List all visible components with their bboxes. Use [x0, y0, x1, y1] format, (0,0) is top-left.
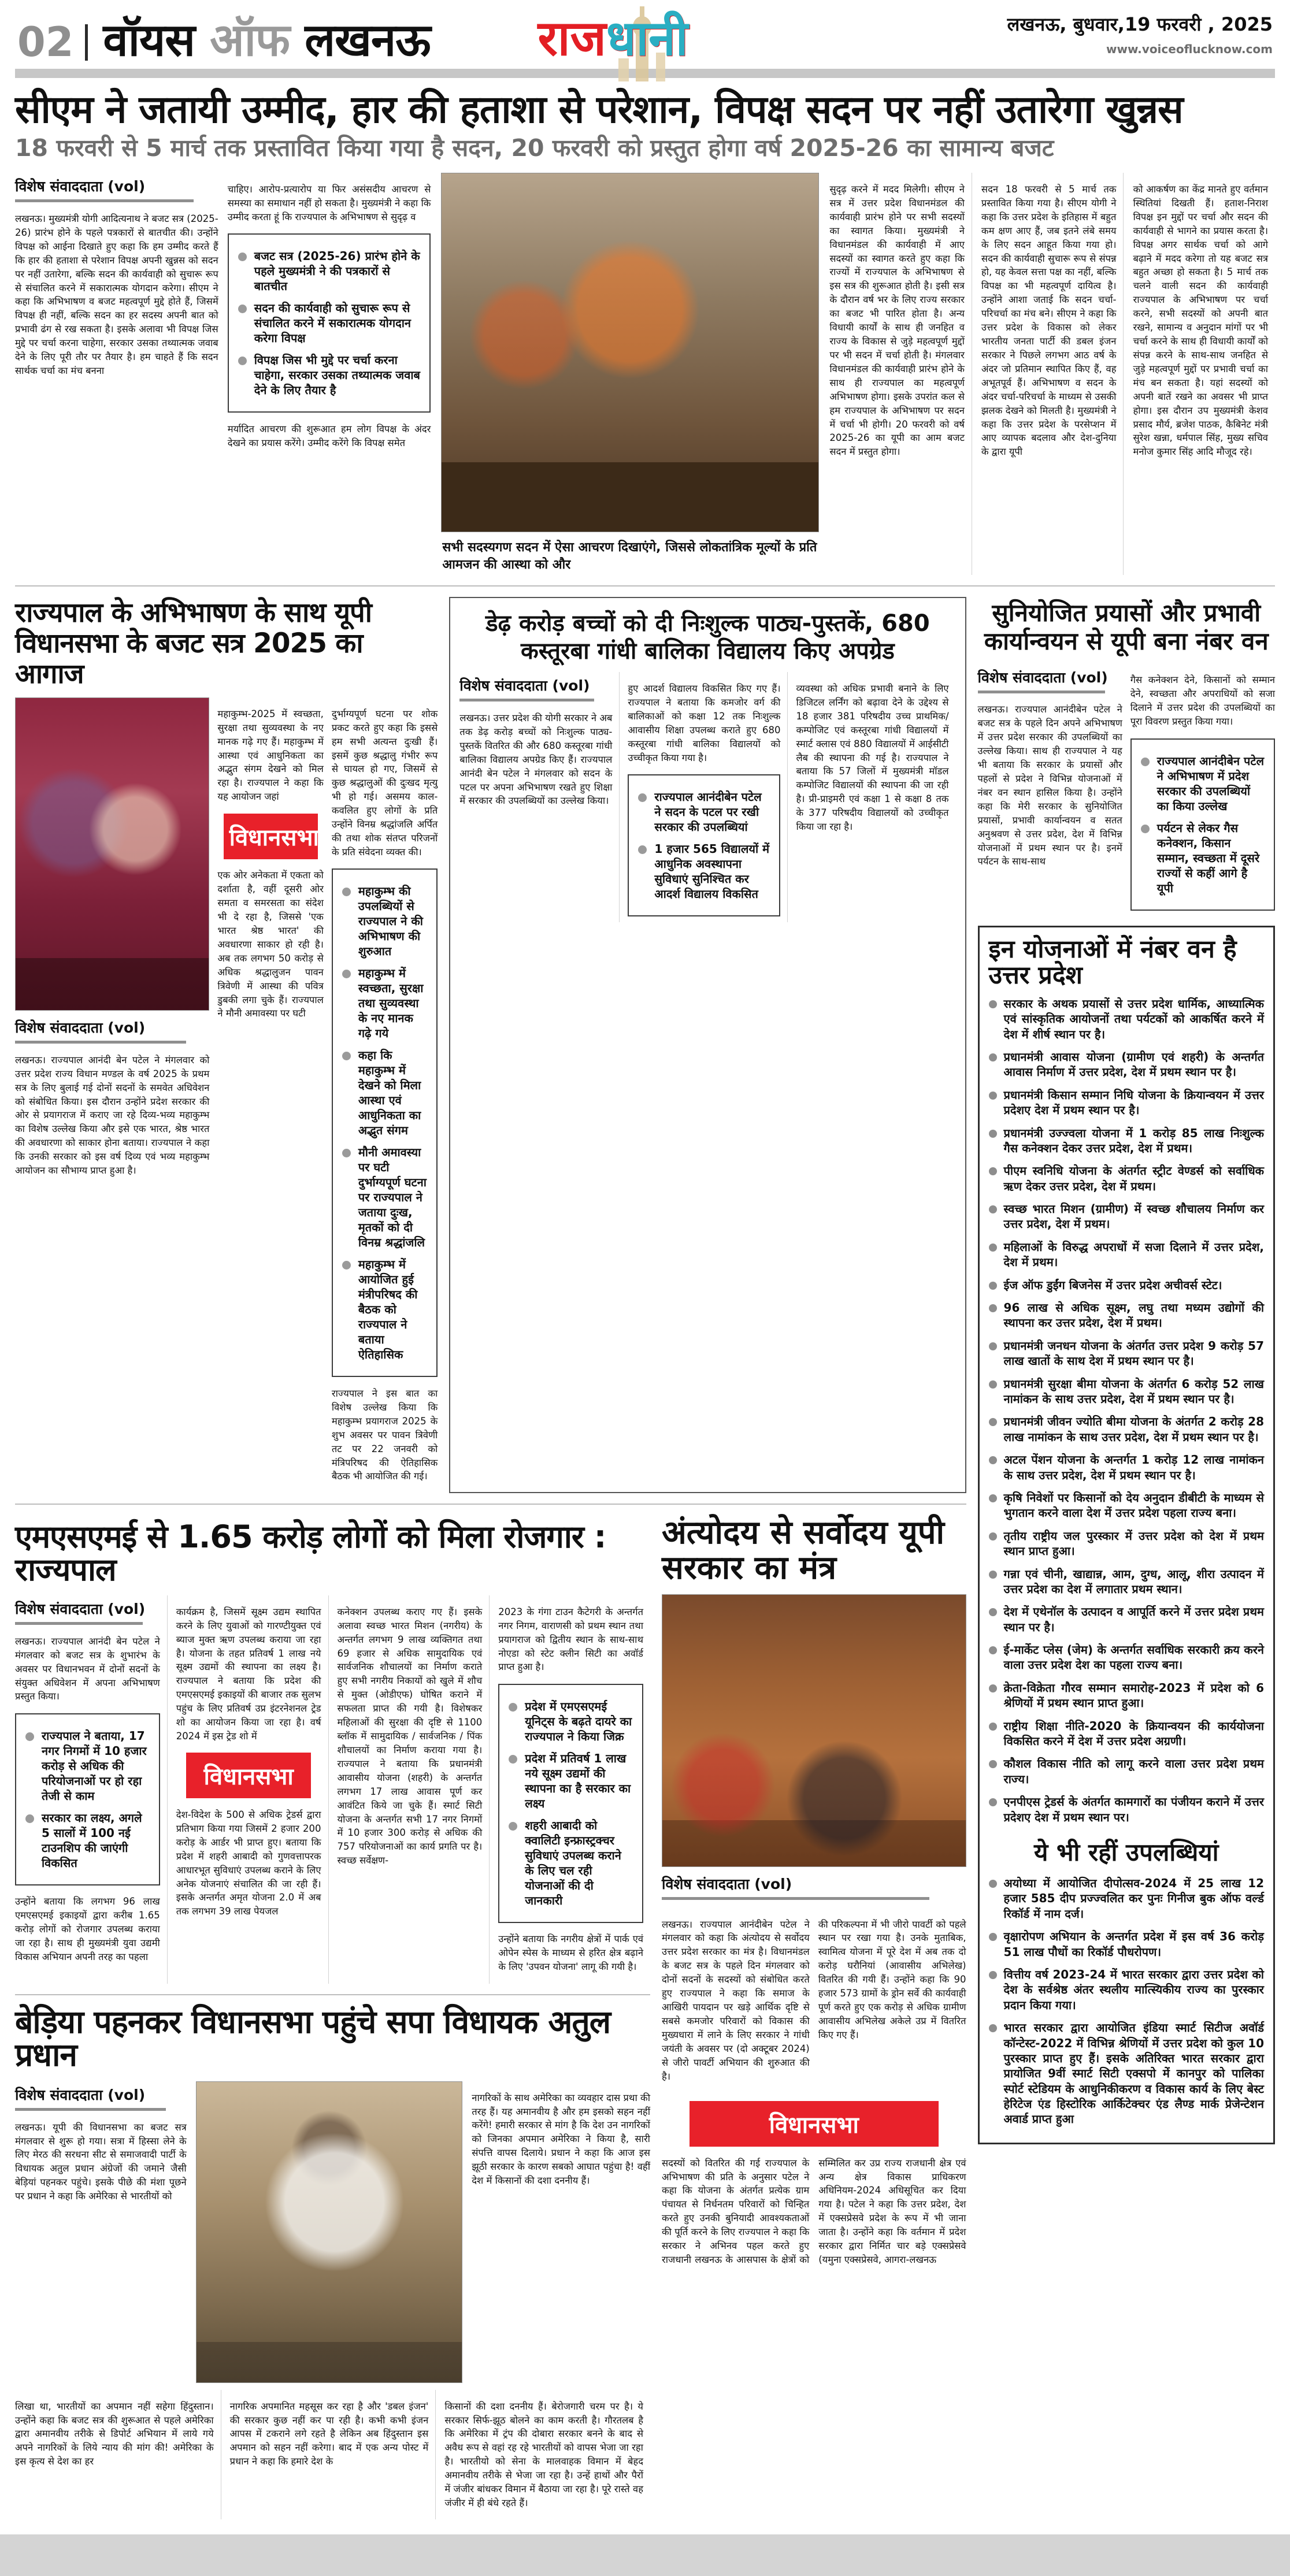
list-item: भारत सरकार द्वारा आयोजित इंडिया स्मार्ट सिटीज अवॉर्ड कॉन्टेस्ट-2022 में विभिन्न श्रेणियों में उत्तर प्रदेश को कुल 10 पुरस्कार प्राप्त हुए हैं। इसके अतिरिक्त भारत सरकार द्वारा प्रायोजित 9वीं स्मार्ट सिटी एक्सपो में कानपुर को पालिका स्पोर्ट स्टेडियम के आधुनिकीकरण व विकास कार्य के लिए बेस्ट हेरिटेज एंड हिस्टोरिक आर्किटेक्चर एंड लैण्ड मार्क प्रेजेन्टेशन अवार्ड प्राप्त हुआ [989, 2020, 1264, 2127]
list-item: सरकार का लक्ष्य, अगले 5 सालों में 100 नई टाउनशिप की जाएंगी विकसित [24, 1810, 151, 1870]
mla-story [15, 2003, 650, 2520]
list-item: महाकुम्भ की उपलब्धियों से राज्यपाल ने की अभिभाषण की शुरुआत [341, 884, 428, 959]
assembly-house-photo [662, 1594, 966, 1867]
highlight-box [628, 774, 780, 916]
article-text: महाकुम्भ-2025 में स्वच्छता, सुरक्षा तथा सुव्यवस्था के नए मानक गढ़े गए हैं। महाकुम्भ में आस्था एवं आधुनिकता का अद्भुत संगम देखने को मिल रहा है। राज्यपाल ने कहा कि यह आयोजन जहां [217, 708, 324, 803]
list-item: प्रधानमंत्री उज्ज्वला योजना में 1 करोड़ 85 लाख निःशुल्क गैस कनेक्शन देकर उत्तर प्रदेश, देश में प्रथम। [989, 1126, 1264, 1156]
governor-headline: राज्यपाल के अभिभाषण के साथ यूपी विधानसभा के बजट सत्र 2025 का आगाज [15, 597, 372, 690]
website-link[interactable]: www.voiceoflucknow.com [1106, 42, 1273, 56]
article-text: चाहिए। आरोप-प्रत्यारोप या फिर असंसदीय आचरण से समस्या का समाधान नहीं हो सकता है। मुख्यमंत्री ने कहा कि उम्मीद करता हूं कि राज्यपाल के अभिभाषण से सुदृढ़ व [227, 183, 431, 222]
highlight-box [1130, 738, 1275, 911]
assembly-tag: विधानसभा [224, 814, 318, 859]
list-item: कृषि निवेशों पर किसानों को देय अनुदान डीबीटी के माध्यम से भुगतान करने वाला देश में उत्तर प्रदेश पहला राज्य बना। [989, 1490, 1264, 1521]
article-text: कार्यक्रम है, जिसमें सूक्ष्म उद्यम स्थापित करने के लिए युवाओं को गारण्टीयुक्त एवं ब्याज मुक्त ऋण उपलब्ध कराया जा रहा है। योजना के तहत प्रतिवर्ष 1 लाख नये सूक्ष्म उद्यमों की स्थापना का लक्ष्य है। राज्यपाल ने बताया कि प्रदेश की एमएसएमई इकाइयों की बाजार तक सुलभ पहुंच के लिए प्रतिवर्ष उप्र इंटरनेशनल ट्रेड शो का आयोजन किया जा रहा है। वर्ष 2024 में इस ट्रेड शो में [176, 1606, 321, 1742]
article-text: नागरिकों के साथ अमेरिका का व्यवहार दास प्रथा की तरह हैं। यह अमानवीय है और हम इसको सहन नहीं करेंगे! हमारी सरकार से मांग है कि देश उन नागरिकों को जिनका अपमान अमेरिका ने किया है, सारी संपत्ति वापस दिलाये। प्रधान ने कहा कि आज इस झूठी सरकार के कारण सबको आघात पहुंचा है! वहीं देश में किसानों की दशा दननीय हैं। [472, 2092, 650, 2187]
article-text: लखनऊ। राज्यपाल आनंदी बेन पटेल ने मंगलवार को बजट सत्र के शुभारंभ के अवसर पर विधानभवन में दोनों सदनों के संयुक्त अधिवेशन में अपना अभिभाषण प्रस्तुत किया। [15, 1635, 160, 1702]
mla-headline: बेड़िया पहनकर विधानसभा पहुंचे सपा विधायक अतुल प्रधान [15, 2003, 611, 2074]
governor-photo [15, 697, 209, 1011]
list-item: पीएम स्वनिधि योजना के अंतर्गत स्ट्रीट वेण्डर्स को सर्वाधिक ऋण देकर उत्तर प्रदेश, देश में प्रथम। [989, 1163, 1264, 1194]
list-item: विपक्ष जिस भी मुद्दे पर चर्चा करना चाहेगा, सरकार उसका तथ्यात्मक जवाब देने के लिए तैयार है [237, 352, 422, 398]
article-text: व्यवस्था को अधिक प्रभावी बनाने के लिए डिजिटल लर्निंग को बढ़ावा देने के उद्देश्य से 18 हजार 381 परिषदीय उच्च प्राथमिक/कम्पोजिट एवं कस्तूरबा गांधी विद्यालयों में स्मार्ट क्लास एवं 880 विद्यालयों में आईसीटी लैब की स्थापना की गई है। राज्यपाल ने बताया कि 57 जिलों में मुख्यमंत्री मॉडल कम्पोजिट विद्यालयों की स्थापना की जा रही है। प्री-प्राइमरी एवं कक्षा 1 से कक्षा 8 तक के 377 परिषदीय विद्यालयों को उच्चीकृत किया जा रहा है। [796, 682, 949, 833]
list-item: क्रेता-विक्रेता गौरव सम्मान समारोह-2023 में प्रदेश को 6 श्रेणियों में प्रथम स्थान प्राप्त हुआ। [989, 1680, 1264, 1711]
list-item: प्रदेश में एमएसएमई यूनिट्स के बढ़ते दायरे का राज्यपाल ने किया जिक्र [507, 1699, 634, 1744]
mla-protest-photo [196, 2081, 463, 2383]
byline: विशेष संवाददाता (vol) [15, 1601, 146, 1618]
lead-subheadline: 18 फरवरी से 5 मार्च तक प्रस्तावित किया गया है सदन, 20 फरवरी को प्रस्तुत होगा वर्ष 2025-26 का सामान्य बजट [15, 134, 1054, 162]
list-item: प्रदेश में प्रतिवर्ष 1 लाख नये सूक्ष्म उद्यमों की स्थापना का है सरकार का लक्ष्य [507, 1751, 634, 1811]
list-item: तृतीय राष्ट्रीय जल पुरस्कार में उत्तर प्रदेश को देश में प्रथम स्थान प्राप्त हुआ। [989, 1528, 1264, 1559]
article-text: एक ओर अनेकता में एकता को दर्शाता है, वहीं दूसरी ओर समता व समरसता का संदेश भी दे रहा है, जिससे 'एक भारत श्रेष्ठ भारत' की अवधारणा साकार हो रही है। अब तक लगभग 50 करोड़ से अधिक श्रद्धालुजन पावन त्रिवेणी में आस्था की पवित्र डुबकी लगा चुके हैं। राज्यपाल ने मौनी अमावस्या पर घटी [217, 870, 324, 1019]
cm-press-photo [441, 173, 819, 532]
list-item: स्वच्छ भारत मिशन (ग्रामीण) में स्वच्छ शौचालय निर्माण कर उत्तर प्रदेश, देश में प्रथम। [989, 1201, 1264, 1232]
lead-headline: सीएम ने जतायी उम्मीद, हार की हताशा से परेशान, विपक्ष सदन पर नहीं उतारेगा खुन्नस [15, 87, 1183, 132]
dateline: लखनऊ, बुधवार,19 फरवरी , 2025 [1007, 13, 1273, 35]
section-divider [15, 1504, 966, 1505]
list-item: प्रधानमंत्री सुरक्षा बीमा योजना के अंतर्गत 6 करोड़ 52 लाख नामांकन के साथ उत्तर प्रदेश, देश में प्रथम स्थान पर है। [989, 1376, 1264, 1407]
article-text: लिखा था, भारतीयों का अपमान नहीं सहेगा हिंदुस्तान। उन्होंने कहा कि बजट सत्र की शुरूआत से पहले अमेरिका द्वारा अमानवीय तरीके से डिपोर्ट अभियान में लाये गये अपने नागरिकों के लिये न्याय की मांग की! अमेरिका के इस कृत्य से देश का हर [15, 2400, 214, 2467]
photo-caption: सभी सदस्यगण सदन में ऐसा आचरण दिखाएंगे, जिससे लोकतांत्रिक मूल्यों के प्रति आमजन की आस्था को और [442, 540, 817, 573]
education-headline: डेढ़ करोड़ बच्चों को दी निःशुल्क पाठ्य-पुस्तकें, 680 कस्तूरबा गांधी बालिका विद्यालय किए अपग्रेड [485, 610, 930, 665]
list-item: मौनी अमावस्या पर घटी दुर्भाग्यपूर्ण घटना पर राज्यपाल ने जताया दुःख, मृतकों को दी विनम्र श्रद्धांजलि [341, 1145, 428, 1250]
byline: विशेष संवाददाता (vol) [661, 1876, 792, 1893]
list-item: शहरी आबादी को क्वालिटी इन्फ्रास्ट्रक्चर सुविधाएं उपलब्ध कराने के लिए चल रही योजनाओं की दी जानकारी [507, 1818, 634, 1908]
list-item: राज्यपाल आनंदीबेन पटेल ने सदन के पटल पर रखी सरकार की उपलब्धियां [637, 789, 771, 834]
byline-rule [15, 1622, 143, 1625]
more-achievements-title: ये भी रहीं उपलब्धियां [1034, 1838, 1219, 1866]
article-text: कनेक्शन उपलब्ध कराए गए हैं। इसके अलावा स्वच्छ भारत मिशन (नगरीय) के अन्तर्गत लगभग 9 लाख व्यक्तिगत तथा 69 हजार से अधिक सामुदायिक एवं सार्वजनिक शौचालयों का निर्माण कराते हुए सभी नगरीय निकायों को खुले में शौच से मुक्त (ओडीएफ) घोषित कराने में सफलता प्राप्त की गयी है। विशेषकर महिलाओं की सुरक्षा की दृष्टि से 1100 ब्लॉक में सामुदायिक / सार्वजनिक / पिंक शौचालयों का निर्माण कराया गया है। राज्यपाल ने बताया कि प्रधानमंत्री आवासीय योजना (शहरी) के अन्तर्गत लगभग 17 लाख आवास पूर्ण कर आवंटित किये जा चुके हैं। स्मार्ट सिटी योजना के अन्तर्गत सभी 17 नगर निगमों में 10 हजार 300 करोड़ से अधिक की 757 परियोजनाओं का कार्य प्रगति पर है। स्वच्छ सर्वेक्षण- [337, 1606, 483, 1866]
numberone-headline: सुनियोजित प्रयासों और प्रभावी कार्यान्वयन से यूपी बना नंबर वन [984, 599, 1269, 656]
achievements-list [989, 996, 1264, 1825]
article-text: उन्होंने बताया कि लगभग 96 लाख एमएसएमई इकाइयों द्वारा करीब 1.65 करोड़ लोगों को रोजगार उपलब्ध कराया जा रहा है। साथ ही मुख्यमंत्री युवा उद्यमी विकास अभियान अपनी तरह का पहला [15, 1896, 160, 1963]
article-text: राज्यपाल ने इस बात का विशेष उल्लेख किया कि महाकुम्भ प्रयागराज 2025 के शुभ अवसर पर पावन त्रिवेणी तट पर 22 जनवरी को मंत्रिपरिषद की ऐतिहासिक बैठक भी आयोजित की गई। [331, 1387, 438, 1482]
article-text: लखनऊ। राज्यपाल आनंदी बेन पटेल ने मंगलवार को उत्तर प्रदेश राज्य विधान मण्डल के वर्ष 2025 के प्रथम सत्र के लिए बुलाई गई दोनों सदनों के समवेत अधिवेशन को संबोधित किया। इस दौरान उन्होंने प्रदेश सरकार की ओर से प्रयागराज में कराए जा रहे दिव्य-भव्य महाकुम्भ का विशेष उल्लेख किया और इसे एक भारत, श्रेष्ठ भारत की अवधारणा को साकार होना बताया। राज्यपाल ने कहा कि उनकी सरकार को इस वर्ष दिव्य एवं भव्य महाकुम्भ आयोजन का सौभाग्य प्राप्त हुआ है। [15, 1054, 210, 1176]
antyoday-story [662, 1515, 966, 2520]
msme-headline: एमएसएमई से 1.65 करोड़ लोगों को मिला रोजगार : राज्यपाल [15, 1518, 606, 1588]
logo-text-part: राज [538, 10, 606, 67]
education-story [449, 597, 966, 1493]
antyoday-headline: अंत्योदय से सर्वोदय यूपी सरकार का मंत्र [661, 1513, 945, 1587]
list-item: राज्यपाल आनंदीबेन पटेल ने अभिभाषण में प्रदेश सरकार की उपलब्धियों का किया उल्लेख [1140, 754, 1266, 814]
paper-title-part: ऑफ [210, 14, 290, 66]
achievements-box [978, 926, 1275, 2144]
article-text: लखनऊ। यूपी की विधानसभा का बजट सत्र मंगलवार से शुरू हो गया। सत्रा में हिस्सा लेने के लिए मेरठ की सरधना सीट से समाजवादी पार्टी के विधायक अतुल प्रधान अंग्रेजों की जमाने जैसी बेड़ियां पहनकर पहुंचे। इसके पीछे की मंशा पूछने पर प्रधान ने कहा कि अमेरिका से भारतीयों को [15, 2121, 187, 2202]
list-item: 1 हजार 565 विद्यालयों में आधुनिक अवस्थापना सुविधाएं सुनिश्चित कर आदर्श विद्यालय विकसित [637, 841, 771, 901]
list-item: कौशल विकास नीति को लागू करने वाला उत्तर प्रदेश प्रथम राज्य। [989, 1756, 1264, 1787]
governor-story [15, 597, 438, 1493]
paper-title-part: लखनऊ [305, 14, 431, 66]
list-item: राज्यपाल ने बताया, 17 नगर निगमों में 10 हजार करोड़ से अधिक की परियोजनाओं पर हो रहा तेजी से काम [24, 1728, 151, 1803]
masthead [15, 8, 1275, 66]
article-text: गैस कनेक्शन देने, किसानों को सम्मान देने, स्वच्छता और अपराधियों को सजा दिलाने में उत्तर प्रदेश की उपलब्धियों का पूरा विवरण प्रस्तुत किया गया। [1130, 674, 1275, 727]
list-item: बजट सत्र (2025-26) प्रारंभ होने के पहले मुख्यमंत्री ने की पत्रकारों से बातचीत [237, 248, 422, 294]
article-text: सुदृढ़ करने में मदद मिलेगी। सीएम ने सत्र में उत्तर प्रदेश विधानमंडल की कार्यवाही प्रारंभ होने पर सभी सदस्यों का स्वागत किया। मुख्यमंत्री ने विधानमंडल की कार्यवाही में आए सदस्यों का स्वागत करते हुए कहा कि राज्यों में राज्यपाल के अभिभाषण से इस सत्र की शुरूआत होती है। इसी सत्र के दौरान वर्ष भर के लिए राज्य सरकार का बजट भी पारित होता है। अन्य विधायी कार्यों के साथ ही जनहित व राज्य के विकास से जुड़े महत्वपूर्ण मुद्दों पर भी सदन में चर्चा होती है। मंगलवार विधानमंडल की कार्यवाही प्रारंभ होने के साथ ही राज्यपाल का महत्वपूर्ण अभिभाषण होगा। इसके उपरांत कल से हम राज्यपाल के अभिभाषण पर सदन में चर्चा भी होगी। 20 फरवरी को वर्ष 2025-26 का यूपी का आम बजट सदन में प्रस्तुत होगा। [829, 183, 965, 458]
highlight-box [15, 1713, 160, 1885]
lead-story [15, 87, 1275, 575]
byline: विशेष संवाददाता (vol) [15, 178, 146, 195]
byline-rule [662, 1897, 929, 1900]
article-text: की परिकल्पना में भी जीरो पावर्टी को पहले स्थान पर रखा गया है। उनके मुताबिक, स्वामित्व योजना में पूरे देश में अब तक दो करोड़ घरौनियां (आवासीय अभिलेख) वितरित की गयी हैं। उन्होंने कहा कि 90 हजार 573 ग्रामों के ड्रोन सर्वे की कार्यवाही पूर्ण करते हुए एक करोड़ से अधिक ग्रामीण आवासीय अभिलेख अकेले उप्र में वितरित किए गए हैं। [818, 1918, 966, 2040]
list-item: सदन की कार्यवाही को सुचारू रूप से संचालित करने में सकारात्मक योगदान करेगा विपक्ष [237, 300, 422, 346]
byline-rule [15, 1041, 186, 1044]
byline: विशेष संवाददाता (vol) [459, 677, 590, 695]
list-item: 96 लाख से अधिक सूक्ष्म, लघु तथा मध्यम उद्योगों की स्थापना कर उत्तर प्रदेश, देश में प्रथम। [989, 1300, 1264, 1331]
list-item: प्रधानमंत्री जीवन ज्योति बीमा योजना के अंतर्गत 2 करोड़ 28 लाख नामांकन के साथ उत्तर प्रदेश, देश में प्रथम स्थान पर है। [989, 1414, 1264, 1445]
list-item: ईज ऑफ डुईंग बिजनेस में उत्तर प्रदेश अचीवर्स स्टेट। [989, 1278, 1264, 1293]
list-item: वृक्षारोपण अभियान के अन्तर्गत प्रदेश में इस वर्ष 36 करोड़ 51 लाख पौधों का रिकॉर्ड पौधरोपण। [989, 1929, 1264, 1959]
byline: विशेष संवाददाता (vol) [15, 1019, 146, 1037]
article-text: दुर्भाग्यपूर्ण घटना पर शोक प्रकट करते हुए कहा कि इससे हम सभी अत्यन्त दुःखी हैं। इसमें कुछ श्रद्धालु गंभीर रूप से घायल हो गए, जिसमें से कुछ श्रद्धालुओं की दुःखद मृत्यु भी हो गई। असमय काल-कवलित हुए लोगों के प्रति उन्होंने विनम्र श्रद्धांजलि अर्पित की तथा शोक संतप्त परिजनों के प्रति संवेदना व्यक्त की। [331, 708, 438, 858]
list-item: राष्ट्रीय शिक्षा नीति-2020 के क्रियान्वयन की कार्ययोजना विकसित करने में देश में उत्तर प्रदेश अग्रणी। [989, 1718, 1264, 1749]
assembly-tag: विधानसभा [690, 2101, 939, 2147]
more-achievements-list [989, 1876, 1264, 2127]
article-text: लखनऊ। मुख्यमंत्री योगी आदित्यनाथ ने बजट सत्र (2025-26) प्रारंभ होने के पहले पत्रकारों से बातचीत की। उन्होंने विपक्ष को आईना दिखाते हुए कहा कि हम उम्मीद करते हैं कि हार की हताशा से परेशान विपक्ष अपनी खुन्नस को सदन पर नहीं उतारेगा, बल्कि सदन की कार्यवाही को सुचारू रूप से संचालित करने में सकारात्मक योगदान करेगा। सीएम ने कहा कि अभिभाषण व बजट महत्वपूर्ण मुद्दे होते हैं, जिसमें विपक्ष ही नहीं, बल्कि सदन का हर सदस्य अपनी बात को प्रभावी ढंग से रख सकता है। इसके अलावा भी विपक्ष जिस मुद्दे पर चर्चा करना चाहेगा, सरकार उसका तथ्यात्मक जवाब देने के लिए पूरी तौर पर तैयार है। हम चाहते हैं कि सदन सार्थक चर्चा का मंच बनना [15, 213, 218, 377]
list-item: गन्ना एवं चीनी, खाद्यान्न, आम, दुग्ध, आलू, शीरा उत्पादन में उत्तर प्रदेश का देश में लगातार प्रथम स्थान। [989, 1567, 1264, 1597]
list-item: अयोध्या में आयोजित दीपोत्सव-2024 में 25 लाख 12 हजार 585 दीप प्रज्ज्वलित कर पुनः गिनीज बुक ऑफ वर्ल्ड रिकॉर्ड में नाम दर्ज। [989, 1876, 1264, 1921]
paper-title-part: वॉयस [103, 14, 195, 66]
section-divider [15, 585, 1275, 587]
page-number: 02 [17, 24, 88, 61]
list-item: ई-मार्केट प्लेस (जेम) के अन्तर्गत सर्वाधिक सरकारी क्रय करने वाला उत्तर प्रदेश देश का पहला राज्य बना। [989, 1642, 1264, 1673]
highlight-box [228, 233, 431, 413]
article-text: को आकर्षण का केंद्र मानते हुए वर्तमान स्थितियां दिखती हैं। हताश-निराश विपक्ष इन मुद्दों पर चर्चा और सदन की कार्यवाही से भागने का प्रयास करता है। विपक्ष अगर सार्थक चर्चा को आगे बढ़ाने में मदद करेगा तो यह बजट सत्र बहुत अच्छा हो सकता है। 5 मार्च तक चलने वाली सदन की कार्यवाही राज्यपाल के अभिभाषण पर चर्चा करने, सभी सदस्यों को अपनी बात रखने, सामान्य व अनुदान मांगों पर भी चर्चा करने के साथ ही विधायी कार्यों को संपन्न करने के साथ-साथ जनहित से जुड़े महत्वपूर्ण मुद्दों पर प्रभावी चर्चा का मंच बन सकता है। यहां सदस्यों को अपनी बातें रखने का अवसर भी प्राप्त होगा। इस दौरान उप मुख्यमंत्री केशव प्रसाद मौर्य, ब्रजेश पाठक, कैबिनेट मंत्री सुरेश खन्ना, धर्मपाल सिंह, मुख्य सचिव मनोज कुमार सिंह आदि मौजूद रहे। [1133, 183, 1268, 458]
list-item: सरकार के अथक प्रयासों से उत्तर प्रदेश धार्मिक, आध्यात्मिक एवं सांस्कृतिक आयोजनों तथा पर्यटकों को आकर्षित करने में देश में शीर्ष स्थान पर है। [989, 996, 1264, 1042]
byline-rule [978, 691, 1105, 693]
byline-rule [459, 699, 594, 701]
article-text: सदन 18 फरवरी से 5 मार्च तक प्रस्तावित किया गया है। सीएम योगी ने कहा कि उत्तर प्रदेश के इतिहास में बहुत कम क्षण आए हैं, जब इतने लंबे समय के लिए सदन आहूत किया गया हो। सदन की कार्यवाही सुचारू रूप से संपन्न हो, यह केवल सत्ता पक्ष का नहीं, बल्कि विपक्ष का भी महत्वपूर्ण दायित्व है। उन्होंने आशा जताई कि सदन चर्चा-परिचर्चा का मंच बने। सीएम ने कहा कि उत्तर प्रदेश के विकास को लेकर भारतीय जनता पार्टी की डबल इंजन सरकार ने पिछले लगभग आठ वर्ष के अंदर जो प्रतिमान स्थापित किए हैं, वह अभूतपूर्व हैं। अभिभाषण व सदन के अंदर चर्चा-परिचर्चा के माध्यम से उसकी झलक देखने को मिलती है। मुख्यमंत्री ने कहा कि उत्तर प्रदेश के परसेप्शन में आए व्यापक बदलाव और देश-दुनिया के द्वारा यूपी [981, 183, 1117, 458]
article-text: 2023 के गंगा टाउन कैटेगरी के अन्तर्गत नगर निगम, वाराणसी को प्रथम स्थान तथा प्रयागराज को द्वितीय स्थान के साथ-साथ नोएडा को स्टेट क्लीन सिटी का अवॉर्ड प्राप्त हुआ है। [498, 1606, 643, 1673]
section-divider [15, 1994, 650, 1995]
msme-story [15, 1518, 650, 1984]
list-item: महिलाओं के विरुद्ध अपराधों में सजा दिलाने में उत्तर प्रदेश, देश में प्रथम। [989, 1239, 1264, 1270]
lead-photo [441, 173, 819, 575]
list-item: प्रधानमंत्री किसान सम्मान निधि योजना के क्रियान्वयन में उत्तर प्रदेशए देश में प्रथम स्थान पर है। [989, 1087, 1264, 1118]
list-item: कहा कि महाकुम्भ में देखने को मिला आस्था एवं आधुनिकता का अद्भुत संगम [341, 1048, 428, 1138]
numberone-story [978, 599, 1275, 916]
list-item: प्रधानमंत्री जनधन योजना के अंतर्गत उत्तर प्रदेश 9 करोड़ 57 लाख खातों के साथ देश में प्रथम स्थान पर है। [989, 1338, 1264, 1369]
byline: विशेष संवाददाता (vol) [15, 2087, 146, 2104]
article-text: नागरिक अपमानित महसूस कर रहा है और 'डबल इंजन' की सरकार कुछ नहीं कर पा रही है। कभी कभी इंजन आपस में टकराने लगे रहते है लेकिन अब हिंदुस्तान इस अपमान को सहन नहीं करेगा। बाद में एक अन्य पोस्ट में प्रधान ने कहा कि हमारे देश के [229, 2400, 429, 2467]
article-text: किसानों की दशा दननीय हैं। बेरोजगारी चरम पर है। ये सरकार सिर्फ-झूठ बोलने का काम करती है। गौरतलब है कि अमेरिका में ट्रंप की दोबारा सरकार बनने के बाद से अवैध रूप से वहां रह रहे भारतीयों को वापस भेजा जा रहा है। भारतीयो को सेना के मालवाहक विमान में बेहद अमानवीय तरीके से भेजा जा रहा है। उन्हें हाथों और पैरों में जंजीर बांधकर विमान में बैठाया जा रहा है। पूरे रास्ते वह जंजीर में ही बंधे रहते हैं। [444, 2400, 643, 2509]
edition-logo [538, 10, 688, 67]
right-rail [978, 597, 1275, 2144]
list-item: अटल पेंशन योजना के अन्तर्गत 1 करोड़ 12 लाख नामांकन के साथ उत्तर प्रदेश, देश में प्रथम स्थान पर है। [989, 1452, 1264, 1483]
byline: विशेष संवाददाता (vol) [977, 669, 1108, 686]
list-item: एनपीएस ट्रेडर्स के अंतर्गत कामगारों का पंजीयन कराने में उत्तर प्रदेशए देश में प्रथम स्थान पर। [989, 1794, 1264, 1825]
article-text: लखनऊ। राज्यपाल आनंदीबेन पटेल ने मंगलवार को कहा कि अंत्योदय से सर्वोदय उत्तर प्रदेश सरकार का मंत्र है। विधानमंडल के बजट सत्र के पहले दिन मंगलवार को दोनों सदनों के सदस्यों को संबोधित करते हुए राज्यपाल ने कहा कि समाज के आखिरी पायदान पर खड़े आर्थिक दृष्टि से सबसे कमजोर परिवारों को विकास की मुख्यधारा में लाने के लिए सरकार ने गांधी जयंती के अवसर पर (दो अक्टूबर 2024) से जीरो पावर्टी अभियान की शुरुआत की है। [661, 1918, 810, 2082]
list-item: पर्यटन से लेकर गैस कनेक्शन, किसान सम्मान, स्वच्छता में दूसरे राज्यों से कहीं आगे है यूपी [1140, 821, 1266, 896]
byline-rule [15, 199, 194, 202]
logo-text-part: धानी [606, 10, 688, 67]
byline-rule [15, 2108, 166, 2111]
article-text: उन्होंने बताया कि नगरीय क्षेत्रों में पार्क एवं ओपेन स्पेस के माध्यम से हरित क्षेत्र बढ़ाने के लिए 'उपवन योजना' लागू की गयी है। [498, 1933, 643, 1973]
achievements-title: इन योजनाओं में नंबर वन है उत्तर प्रदेश [988, 934, 1237, 990]
article-text: लखनऊ। राज्यपाल आनंदीबेन पटेल ने बजट सत्र के पहले दिन अपने अभिभाषण में उत्तर प्रदेश सरकार की उपलब्धियों का उल्लेख किया। साथ ही राज्यपाल ने यह भी बताया कि सरकार के प्रयासों और पहलों से प्रदेश ने विभिन्न योजनाओं में नंबर वन स्थान हासिल किया है। उन्होंने कहा कि मेरी सरकार के सुनियोजित प्रयासों, प्रभावी कार्यान्वयन व सतत अनुश्रवण से उत्तर प्रदेश, देश में विभिन्न योजनाओं में प्रथम स्थान पर है। इनमें पर्यटन के साथ-साथ [977, 704, 1122, 867]
article-text: लखनऊ। उत्तर प्रदेश की योगी सरकार ने अब तक डेढ़ करोड़ बच्चों को निःशुल्क पाठ्य-पुस्तकें वितरित की और 680 कस्तूरबा गांधी बालिका विद्यालय अपग्रेड किए हैं। राज्यपाल आनंदी बेन पटेल ने मंगलवार को सदन के पटल पर अपना अभिभाषण रखते हुए शिक्षा में सरकार की उपलब्धियों का उल्लेख किया। [459, 712, 613, 807]
article-text: हुए आदर्श विद्यालय विकसित किए गए हैं। राज्यपाल ने बताया कि कमजोर वर्ग की बालिकाओं को कक्षा 12 तक निःशुल्क आवासीय शिक्षा उपलब्ध कराते हुए 680 कस्तूरबा गांधी बालिका विद्यालयों को उच्चीकृत किया गया है। [628, 682, 781, 763]
highlight-box [332, 868, 438, 1377]
list-item: प्रधानमंत्री आवास योजना (ग्रामीण एवं शहरी) के अन्तर्गत आवास निर्माण में उत्तर प्रदेश, देश में प्रथम स्थान पर है। [989, 1049, 1264, 1080]
article-text: सदस्यों को वितरित की गई राज्यपाल के अभिभाषण की प्रति के अनुसार पटेल ने कहा कि योजना के अंतर्गत प्रत्येक ग्राम पंचायत से निर्धनतम परिवारों को चिन्हित करते हुए उनकी बुनियादी आवश्यकताओं की पूर्ति करने के लिए राज्यपाल ने कहा कि सरकार ने अभिनव पहल करते हुए राजधानी लखनऊ के आसपास के क्षेत्रों को सम्मिलित कर उप्र राज्य राजधानी क्षेत्र एवं अन्य क्षेत्र विकास प्राधिकरण अधिनियम-2024 अधिसूचित कर दिया गया है। पटेल ने कहा कि उत्तर प्रदेश, देश में एक्सप्रेसवे प्रदेश के रूप में भी जाना जाता है। उन्होंने कहा कि वर्तमान में प्रदेश सरकार द्वारा निर्मित चार बड़े एक्सप्रेसवे (यमुना एक्सप्रेसवे, आगरा-लखनऊ [661, 2157, 966, 2266]
article-text: देश-विदेश के 500 से अधिक ट्रेडर्स द्वारा प्रतिभाग किया गया जिसमें 2 हजार 200 करोड़ के आर्डर भी प्राप्त हुए। बताया कि प्रदेश में शहरी आबादी को गुणवत्तापरक आधारभूत सुविधाएं उपलब्ध कराने के लिए अनेक योजनाएं संचालित की जा रही हैं। इसके अन्तर्गत अमृत योजना 2.0 में अब तक लगभग 39 लाख पेयजल [176, 1809, 321, 1917]
list-item: महाकुम्भ में स्वच्छता, सुरक्षा तथा सुव्यवस्था के नए मानक गढ़े गये [341, 966, 428, 1041]
footer-bar [0, 2534, 1290, 2576]
paper-title [103, 14, 431, 66]
highlight-box [498, 1684, 643, 1923]
list-item: महाकुम्भ में आयोजित हुई मंत्रीपरिषद की बैठक को राज्यपाल ने बताया ऐतिहासिक [341, 1257, 428, 1362]
list-item: देश में एथेनॉल के उत्पादन व आपूर्ति करने में उत्तर प्रदेश प्रथम स्थान पर है। [989, 1604, 1264, 1635]
list-item: वित्तीय वर्ष 2023-24 में भारत सरकार द्वारा उत्तर प्रदेश को देश के सर्वश्रेष्ठ अंतर स्थलीय मात्स्यिकीय राज्य का पुरस्कार प्रदान किया गया। [989, 1967, 1264, 2013]
article-text: मर्यादित आचरण की शुरूआत हम लोग विपक्ष के अंदर देखने का प्रयास करेंगे। उम्मीद करेंगे कि विपक्ष समेत [227, 423, 431, 448]
assembly-tag: विधानसभा [186, 1753, 311, 1798]
